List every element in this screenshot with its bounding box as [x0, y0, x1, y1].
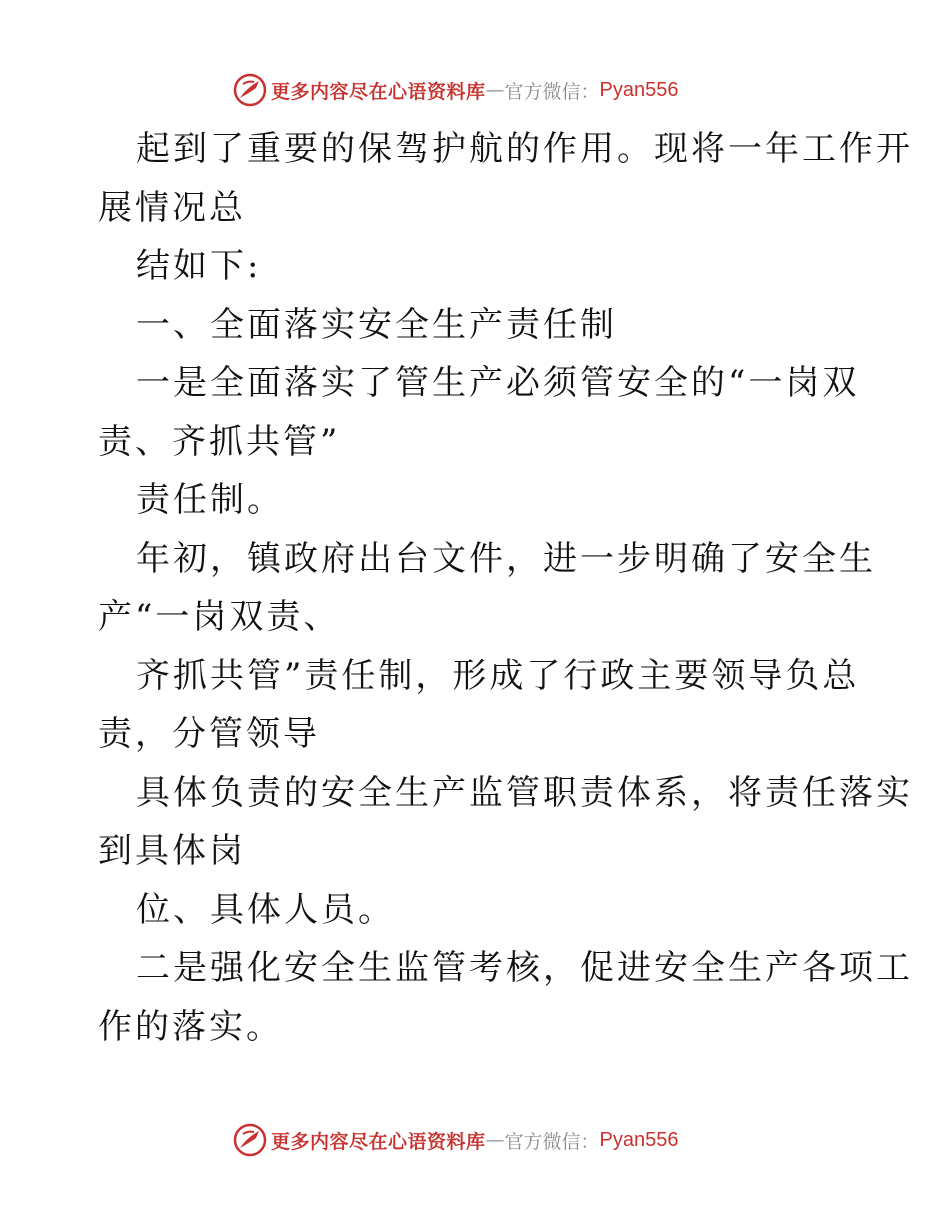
body-line: 年初，镇政府出台文件，进一步明确了安全生 — [136, 538, 876, 579]
body-line: 位、具体人员。 — [136, 889, 395, 930]
section-heading: 一、全面落实安全生产责任制 — [136, 304, 617, 345]
body-line: 具体负责的安全生产监管职责体系，将责任落实 — [136, 772, 913, 813]
body-line: 一是全面落实了管生产必须管安全的“一岗双 — [136, 363, 860, 403]
body-line: 起到了重要的保驾护航的作用。现将一年工作开 — [136, 129, 913, 169]
pen-nib-logo-icon — [232, 1122, 268, 1158]
body-line: 到具体岗 — [98, 831, 246, 871]
header-watermark — [232, 72, 679, 108]
watermark-official-label: 官方微信： — [504, 1130, 600, 1153]
watermark-wechat-id: Pyan556 — [599, 1128, 679, 1151]
watermark-wechat-id: Pyan556 — [599, 78, 679, 101]
watermark-text: 更多内容尽在心语资料库 — [271, 80, 486, 103]
footer-watermark — [232, 1122, 679, 1158]
watermark-dash: — — [485, 79, 505, 101]
body-line: 作的落实。 — [98, 1006, 283, 1047]
watermark-official-label: 官方微信： — [504, 80, 600, 103]
watermark-dash: — — [485, 1129, 505, 1151]
watermark-text: 更多内容尽在心语资料库 — [271, 1130, 486, 1153]
body-line: 二是强化安全生监管考核，促进安全生产各项工 — [136, 948, 913, 988]
pen-nib-logo-icon — [232, 72, 268, 108]
body-line: 责任制。 — [136, 480, 284, 520]
document-body — [98, 120, 913, 1056]
body-line: 责，分管领导 — [98, 714, 320, 754]
body-line: 责、齐抓共管” — [98, 421, 341, 462]
body-line: 齐抓共管”责任制，形成了行政主要领导负总 — [136, 655, 860, 696]
body-line: 展情况总 — [98, 187, 246, 228]
body-line: 结如下: — [136, 246, 262, 286]
body-line: 产“一岗双责、 — [98, 597, 341, 637]
